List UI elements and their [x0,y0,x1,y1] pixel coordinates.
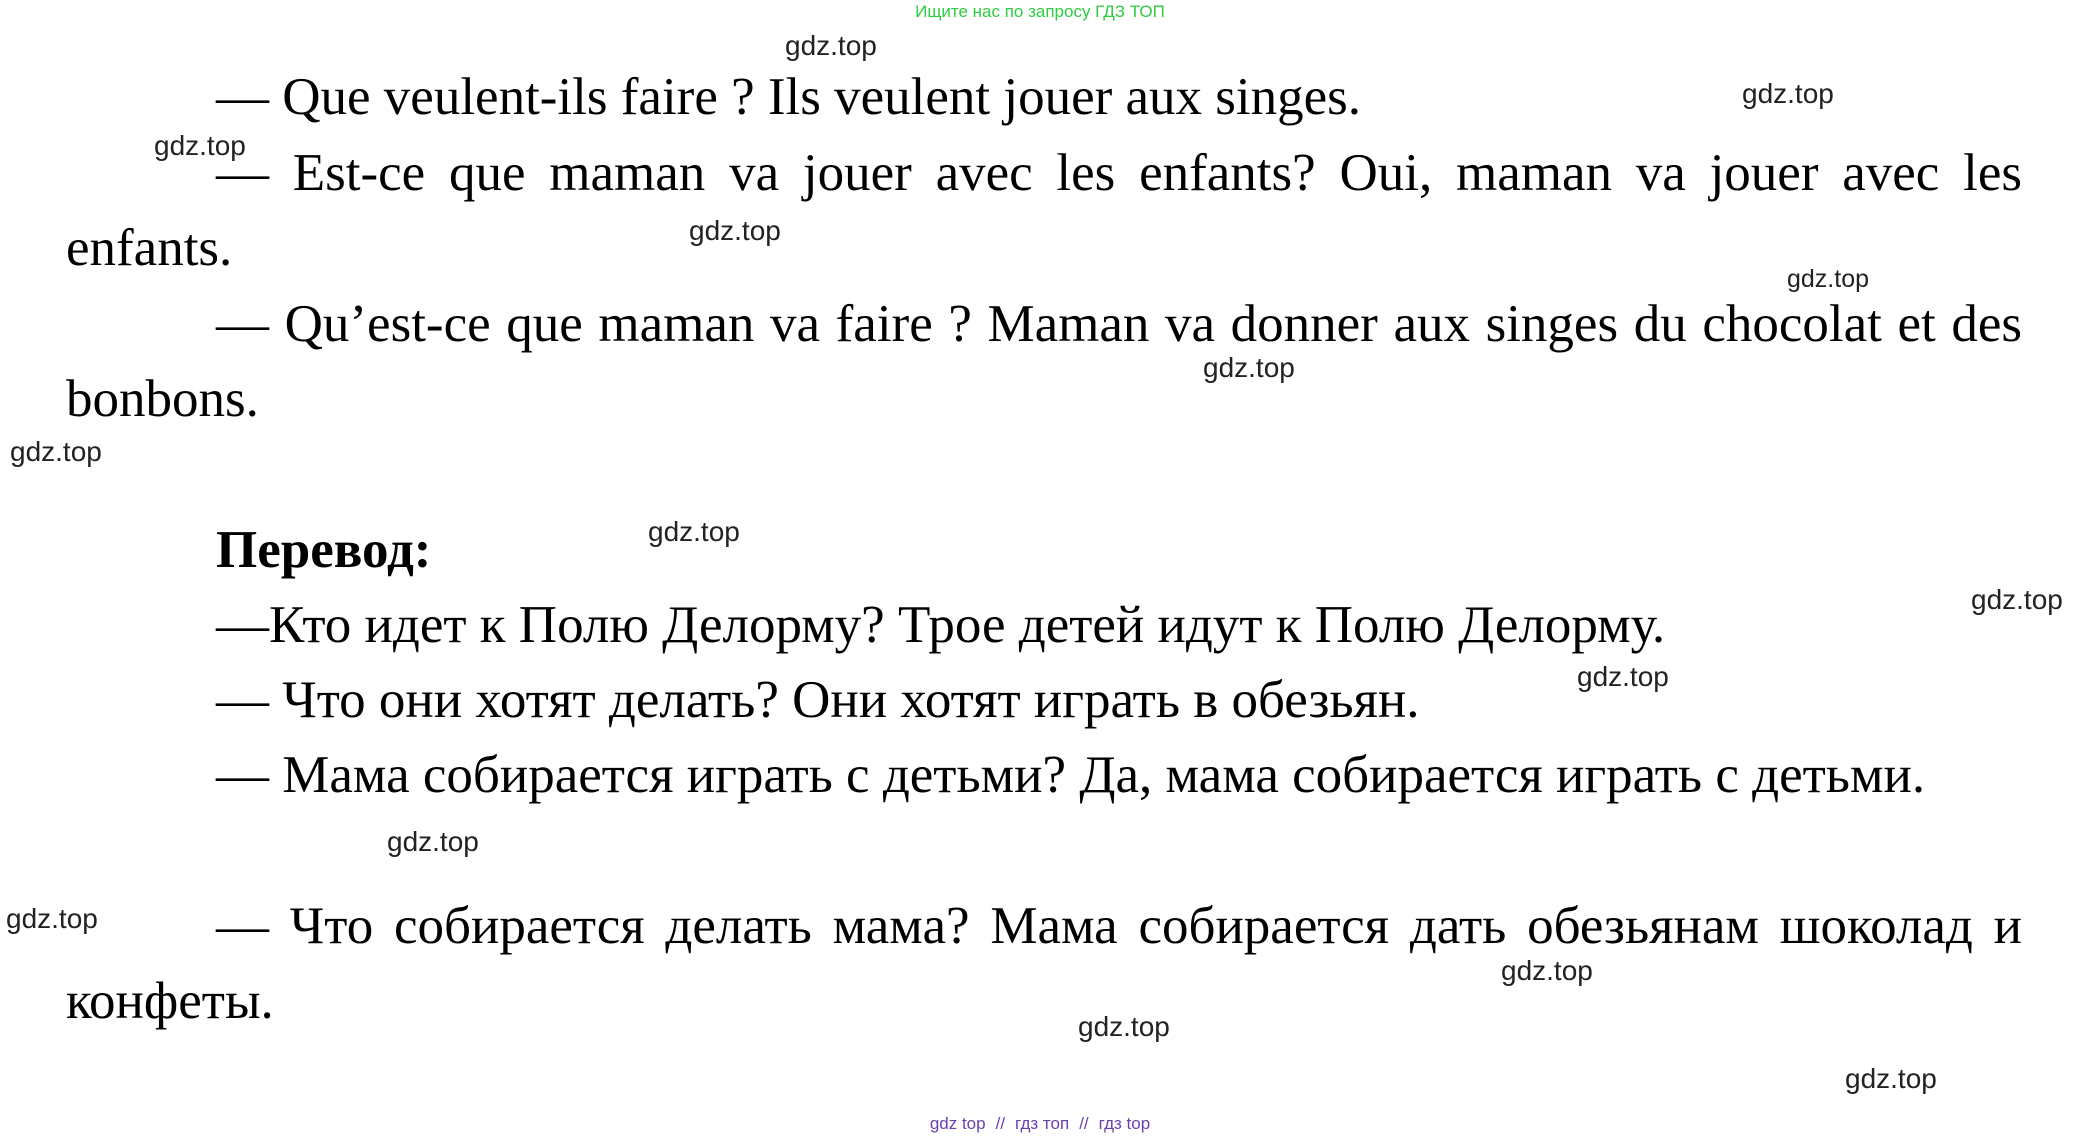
watermark: gdz.top [154,130,246,161]
footer-separator: // [995,1114,1006,1133]
french-paragraph-3: — Qu’est-ce que maman va faire ? Maman va donner aux singes du chocolat et des bonbons. [66,295,2022,428]
translation-heading: Перевод: [216,521,432,579]
footer-link[interactable]: гдз топ [1015,1114,1070,1133]
watermark: gdz.top [785,30,877,61]
footer-link[interactable]: гдз top [1098,1114,1151,1133]
watermark: gdz.top [10,436,102,467]
watermark: gdz.top [387,826,479,857]
french-paragraph-1: — Que veulent-ils faire ? Ils veulent jouer aux singes. [216,68,1362,126]
watermark: gdz.top [6,903,98,934]
watermark: gdz.top [648,516,740,547]
watermark: gdz.top [1787,265,1870,293]
watermark: gdz.top [1971,584,2063,615]
watermark: gdz.top [1742,78,1834,109]
watermark: gdz.top [1577,661,1669,692]
watermark: gdz.top [1203,352,1295,383]
watermark: gdz.top [1845,1063,1937,1094]
translation-paragraph-1: —Кто идет к Полю Делорму? Трое детей идут к Полю Делорму. [216,596,1666,654]
translation-paragraph-4: — Что собирается делать мама? Мама собирается дать обезьянам шоколад и конфеты. [66,897,2022,1030]
french-paragraph-2: — Est-ce que maman va jouer avec les enfants? Oui, maman va jouer avec les enfants. [66,144,2022,277]
watermark: gdz.top [689,215,781,246]
search-banner: Ищите нас по запросу ГДЗ ТОП [915,2,1165,21]
translation-paragraph-3: — Мама собирается играть с детьми? Да, мама собирается играть с детьми. [216,746,1926,804]
watermark: gdz.top [1078,1011,1170,1042]
footer-links [0,1114,2080,1134]
translation-paragraph-2: — Что они хотят делать? Они хотят играть в обезьян. [216,671,1420,729]
footer-link[interactable]: gdz top [929,1114,986,1133]
footer-separator: // [1079,1114,1089,1133]
watermark: gdz.top [1501,955,1593,986]
